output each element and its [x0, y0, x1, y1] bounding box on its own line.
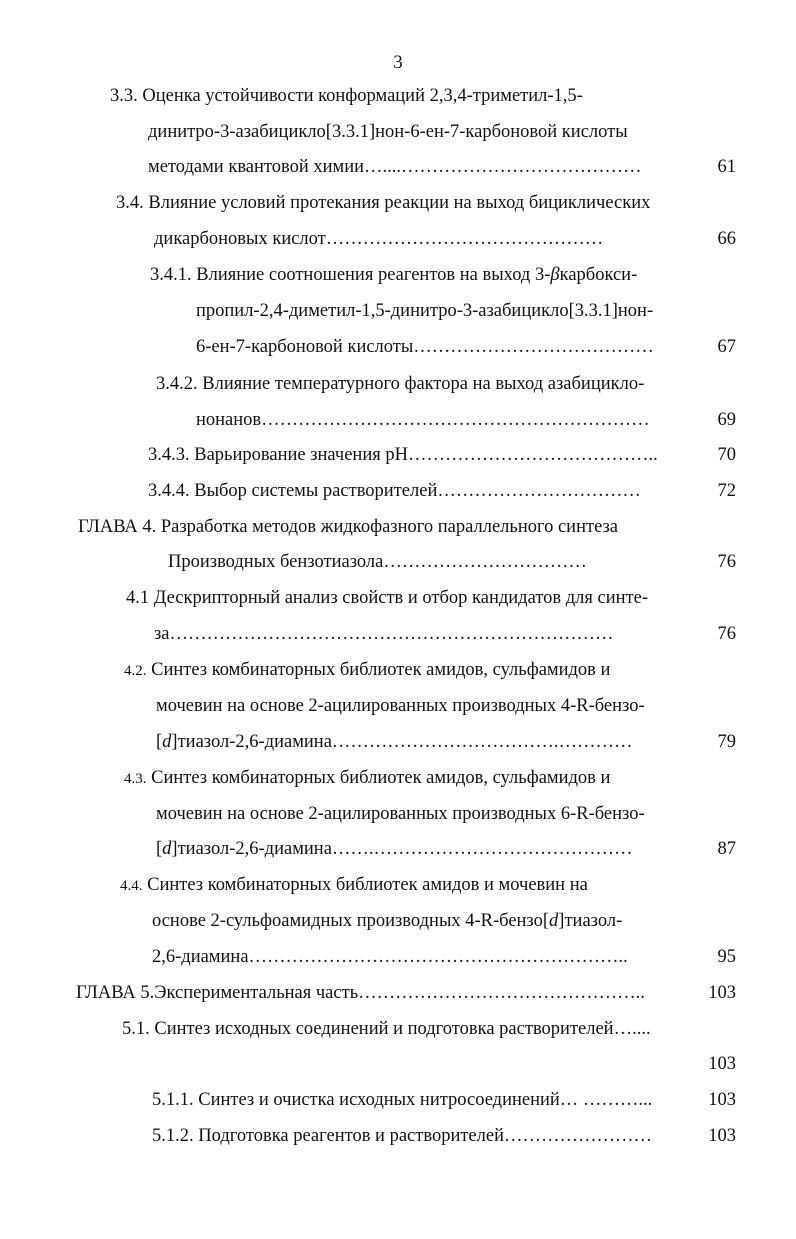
toc-line — [124, 658, 610, 683]
toc-page-number: 87 — [717, 839, 736, 859]
toc-page-number: 76 — [717, 624, 736, 644]
toc-line: 5.1.1. Синтез и очистка исходных нитросоединений… ………... — [152, 1090, 653, 1110]
toc-line: за……………………………………………………………… — [154, 624, 614, 644]
toc-line: нонанов……………………………………………………… — [196, 410, 650, 430]
toc-line: 3.4. Влияние условий протекания реакции на выход бициклических — [116, 193, 651, 213]
italic-d: d — [162, 839, 172, 859]
beta-symbol: β — [550, 265, 560, 285]
toc-line: пропил-2,4-диметил-1,5-динитро-3-азабицикло[3.3.1]нон- — [196, 301, 654, 321]
toc-line: ГЛАВА 5.Экспериментальная часть……………………………………….. — [76, 983, 645, 1003]
toc-line — [120, 873, 588, 898]
toc-line-text: тиазол-2,6-диамина……………………………….………… — [177, 732, 633, 752]
toc-line: методами квантовой химии…....………………………………… — [148, 157, 642, 177]
toc-page-number: 76 — [717, 552, 736, 572]
toc-page-number: 67 — [717, 337, 736, 357]
toc-line — [124, 766, 610, 791]
section-number: 4.2. — [124, 663, 147, 679]
toc-line: ГЛАВА 4. Разработка методов жидкофазного параллельного синтеза — [78, 517, 619, 537]
toc-line — [152, 909, 622, 933]
toc-page-number: 69 — [717, 410, 736, 430]
toc-line: мочевин на основе 2-ацилированных производных 6-R-бензо- — [156, 804, 645, 824]
toc-line: динитро-3-азабицикло[3.3.1]нон-6-ен-7-карбоновой кислоты — [148, 122, 628, 142]
toc-page-number: 95 — [717, 947, 736, 967]
toc-line: 2,6-диамина…………………………………………………….. — [152, 947, 628, 967]
toc-line-text: Синтез комбинаторных библиотек амидов, сульфамидов и — [151, 768, 611, 788]
toc-page-number: 103 — [708, 1126, 736, 1146]
section-number: 4.3. — [124, 771, 147, 787]
toc-page-number: 103 — [708, 1054, 736, 1074]
toc-line: 5.1.2. Подготовка реагентов и растворителей…………………… — [152, 1126, 652, 1146]
toc-line: Производных бензотиазола…………………………… — [168, 552, 587, 572]
toc-page-number: 72 — [717, 481, 736, 501]
toc-page-number: 103 — [708, 983, 736, 1003]
toc-line-text: ]тиазол- — [558, 911, 623, 931]
toc-line: мочевин на основе 2-ацилированных производных 4-R-бензо- — [156, 696, 645, 716]
toc-line: [d]тиазол-2,6-диамина…….…………………………………… — [156, 839, 633, 859]
toc-page-number: 70 — [717, 445, 736, 465]
toc-line-text: Синтез комбинаторных библиотек амидов, сульфамидов и — [151, 660, 611, 680]
toc-line-text: Синтез комбинаторных библиотек амидов и мочевин на — [147, 875, 588, 895]
toc-line: 6-ен-7-карбоновой кислоты………………………………… — [196, 337, 654, 357]
toc-page-number: 61 — [717, 157, 736, 177]
toc-line: 4.1 Дескрипторный анализ свойств и отбор кандидатов для синте- — [126, 588, 649, 608]
toc-page-number: 103 — [708, 1090, 736, 1110]
toc-page-number: 79 — [717, 732, 736, 752]
toc-line: 3.4.4. Выбор системы растворителей…………………………… — [148, 481, 641, 501]
toc-line: 3.3. Оценка устойчивости конформаций 2,3,4-триметил-1,5- — [110, 86, 583, 106]
toc-line: дикарбоновых кислот……………………………………… — [154, 229, 604, 249]
toc-line-text: карбокси- — [559, 265, 638, 285]
toc-line: 3.4.2. Влияние температурного фактора на выход азабицикло- — [156, 374, 645, 394]
toc-line: 5.1. Синтез исходных соединений и подготовка растворителей….... — [122, 1019, 651, 1039]
toc-line: [d]тиазол-2,6-диамина……………………………….………… — [156, 732, 633, 752]
toc-line: 3.4.3. Варьирование значения pH………………………………….. — [148, 445, 658, 465]
toc-line-text: 3.4.1. Влияние соотношения реагентов на выход 3- — [150, 265, 551, 285]
italic-d: d — [162, 732, 172, 752]
section-number: 4.4. — [120, 878, 143, 894]
toc-line — [150, 263, 637, 287]
toc-line-text: тиазол-2,6-диамина…….…………………………………… — [177, 839, 633, 859]
toc-page-number: 66 — [717, 229, 736, 249]
toc-line-text: основе 2-сульфоамидных производных 4-R-бензо[ — [152, 911, 550, 931]
page-number: 3 — [393, 52, 403, 73]
italic-d: d — [549, 911, 559, 931]
